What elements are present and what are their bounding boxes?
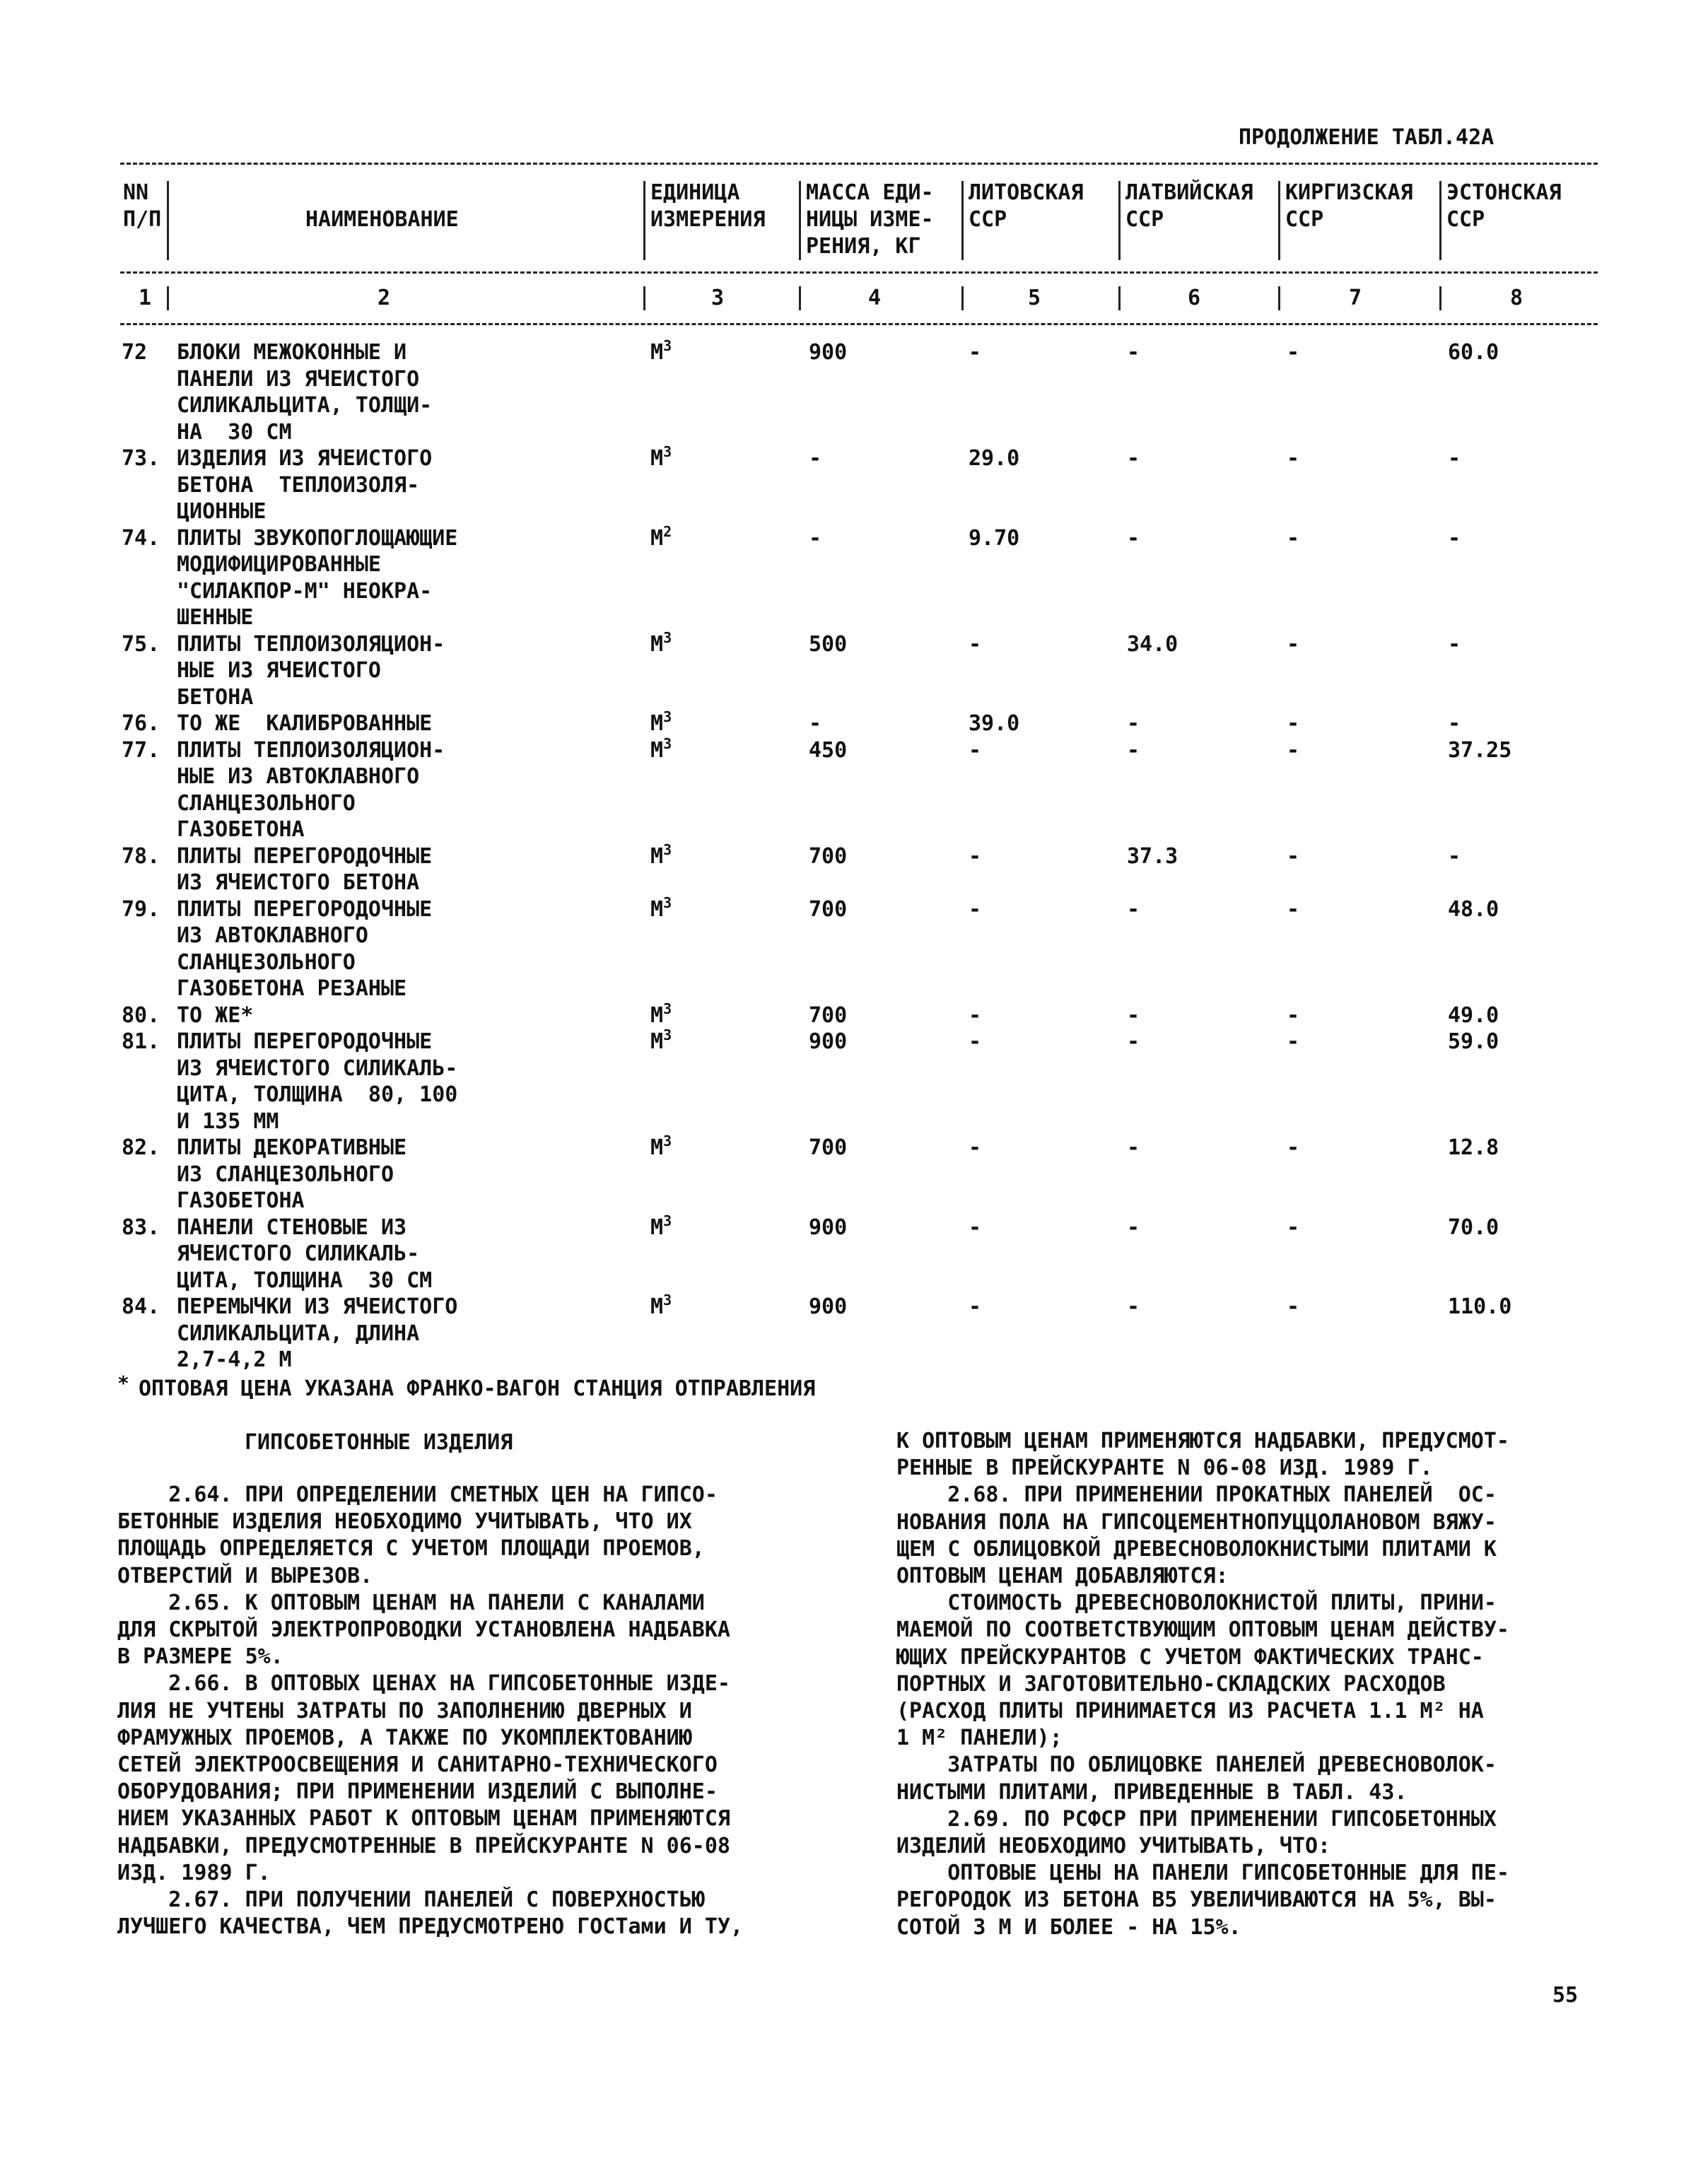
row-name-line: БЕТОНА ТЕПЛОИЗОЛЯ- (177, 472, 420, 498)
paragraph-line: 2.66. В ОПТОВЫХ ЦЕНАХ НА ГИПСОБЕТОННЫЕ ИЗДЕ- (117, 1671, 730, 1697)
row-estonia-price: - (1448, 711, 1461, 736)
unit-exponent: 3 (663, 1292, 672, 1309)
colnum-divider (1439, 286, 1441, 310)
row-mass: 900 (809, 340, 848, 365)
page-number: 55 (1552, 1983, 1579, 2008)
footnote-mark: * (117, 1371, 129, 1395)
header-divider (961, 181, 964, 260)
row-name-line: ПЛИТЫ ДЕКОРАТИВНЫЕ (177, 1135, 407, 1160)
unit-exponent: 3 (663, 841, 672, 858)
paragraph-line: ЩЕМ С ОБЛИЦОВКОЙ ДРЕВЕСНОВОЛОКНИСТЫМИ ПЛИТАМИ К (896, 1536, 1497, 1562)
paragraph-line: ОТВЕРСТИЙ И ВЫРЕЗОВ. (117, 1563, 373, 1588)
row-name-line: ЦИТА, ТОЛЩИНА 80, 100 (177, 1082, 458, 1107)
row-unit (650, 1002, 672, 1029)
row-number: 84. (122, 1294, 160, 1319)
row-number: 75. (122, 631, 160, 657)
row-latvia-price: 34.0 (1127, 631, 1178, 657)
table-top-rule (120, 163, 1598, 165)
row-kyrgyzstan-price: - (1287, 1029, 1300, 1054)
row-estonia-price: 37.25 (1448, 737, 1512, 763)
unit-base: М (650, 737, 664, 763)
row-latvia-price: 37.3 (1127, 843, 1178, 869)
unit-base: М (650, 1214, 664, 1240)
header-latvia-line2: ССР (1125, 207, 1164, 232)
row-name-line: ИЗДЕЛИЯ ИЗ ЯЧЕИСТОГО (177, 446, 433, 471)
row-number: 72 (122, 340, 148, 365)
unit-exponent: 3 (663, 708, 672, 725)
row-kyrgyzstan-price: - (1287, 896, 1300, 922)
row-unit (650, 710, 672, 737)
unit-exponent: 3 (663, 628, 672, 646)
column-number: 8 (1510, 286, 1523, 310)
row-number: 73. (122, 446, 160, 471)
row-name-line: НЫЕ ИЗ АВТОКЛАВНОГО (177, 764, 420, 789)
paragraph-line: НАДБАВКИ, ПРЕДУСМОТРЕННЫЕ В ПРЕЙСКУРАНТЕ N 06-08 (117, 1833, 730, 1858)
colnum-divider (1118, 286, 1121, 310)
row-latvia-price: - (1127, 1294, 1140, 1319)
row-unit (650, 843, 672, 870)
row-mass: - (809, 711, 822, 736)
row-name-line: ТО ЖЕ* (177, 1002, 254, 1028)
unit-exponent: 3 (663, 734, 672, 752)
row-lithuania-price: - (969, 631, 982, 657)
column-number: 7 (1349, 286, 1362, 310)
colnum-divider (961, 286, 964, 310)
header-name: НАИМЕНОВАНИЕ (305, 207, 459, 232)
paragraph-line: В РАЗМЕРЕ 5%. (117, 1644, 283, 1670)
row-latvia-price: - (1127, 446, 1140, 471)
unit-exponent: 2 (663, 522, 672, 540)
unit-base: М (650, 896, 664, 922)
paragraph-line: НИЕМ УКАЗАННЫХ РАБОТ К ОПТОВЫМ ЦЕНАМ ПРИМЕНЯЮТСЯ (117, 1806, 730, 1832)
paragraph-line: 2.64. ПРИ ОПРЕДЕЛЕНИИ СМЕТНЫХ ЦЕН НА ГИПСО- (117, 1482, 718, 1507)
paragraph-line: 2.69. ПО РСФСР ПРИ ПРИМЕНЕНИИ ГИПСОБЕТОННЫХ (896, 1806, 1497, 1832)
paragraph-line: 1 М² ПАНЕЛИ); (896, 1726, 1063, 1751)
header-lithuania-line1: ЛИТОВСКАЯ (969, 180, 1084, 205)
unit-base: М (650, 1294, 664, 1319)
unit-exponent: 3 (663, 1026, 672, 1043)
row-name-line: СЛАНЦЕЗОЛЬНОГО (177, 949, 356, 975)
header-num-line2: П/П (123, 207, 162, 232)
colnum-divider (167, 286, 169, 310)
paragraph-line: МАЕМОЙ ПО СООТВЕТСТВУЮЩИМ ОПТОВЫМ ЦЕНАМ ДЕЙСТВУ- (896, 1617, 1509, 1643)
unit-base: М (650, 843, 664, 869)
row-mass: 450 (809, 737, 848, 763)
row-name-line: ПАНЕЛИ СТЕНОВЫЕ ИЗ (177, 1214, 407, 1240)
row-unit (650, 445, 672, 472)
paragraph-line: ЛИЯ НЕ УЧТЕНЫ ЗАТРАТЫ ПО ЗАПОЛНЕНИЮ ДВЕРНЫХ И (117, 1698, 692, 1723)
paragraph-line: ОПТОВЫМ ЦЕНАМ ДОБАВЛЯЮТСЯ: (896, 1564, 1229, 1588)
row-kyrgyzstan-price: - (1287, 446, 1300, 471)
paragraph-line: 2.65. К ОПТОВЫМ ЦЕНАМ НА ПАНЕЛИ С КАНАЛАМИ (117, 1590, 705, 1615)
row-kyrgyzstan-price: - (1287, 1294, 1300, 1319)
row-name-line: 2,7-4,2 М (177, 1347, 292, 1372)
row-estonia-price: 48.0 (1448, 896, 1499, 922)
header-divider (1278, 181, 1280, 260)
column-number: 1 (139, 286, 152, 310)
row-name-line: ТО ЖЕ КАЛИБРОВАННЫЕ (177, 711, 433, 736)
row-number: 78. (122, 843, 160, 869)
row-unit (650, 1132, 672, 1161)
row-name-line: ЯЧЕИСТОГО СИЛИКАЛЬ- (177, 1241, 420, 1266)
header-divider (167, 181, 169, 260)
header-divider (1118, 181, 1121, 260)
unit-base: М (650, 1029, 664, 1054)
row-lithuania-price: - (969, 1135, 982, 1160)
row-unit (650, 628, 672, 658)
row-latvia-price: - (1127, 1214, 1140, 1240)
row-name-line: ГАЗОБЕТОНА (177, 817, 305, 842)
header-unit-line2: ИЗМЕРЕНИЯ (650, 207, 766, 232)
row-name-line: НЫЕ ИЗ ЯЧЕИСТОГО (177, 658, 381, 683)
row-name-line: ЦИОННЫЕ (177, 499, 267, 524)
row-name-line: ПЛИТЫ ПЕРЕГОРОДОЧНЫЕ (177, 896, 433, 922)
row-kyrgyzstan-price: - (1287, 711, 1300, 736)
row-unit (650, 522, 672, 552)
paragraph-line: НОВАНИЯ ПОЛА НА ГИПСОЦЕМЕНТНОПУЦЦОЛАНОВОМ ВЯЖУ- (896, 1509, 1497, 1535)
row-name-line: ГАЗОБЕТОНА (177, 1188, 305, 1213)
unit-exponent: 3 (663, 443, 672, 460)
header-estonia-line2: ССР (1446, 207, 1485, 232)
header-divider (643, 181, 645, 260)
row-latvia-price: - (1127, 711, 1140, 736)
unit-exponent: 3 (663, 1212, 672, 1229)
row-name-line: БЛОКИ МЕЖОКОННЫЕ И (177, 340, 407, 365)
section-title: ГИПСОБЕТОННЫЕ ИЗДЕЛИЯ (245, 1430, 513, 1455)
row-name-line: БЕТОНА (177, 684, 254, 710)
header-mass-line3: РЕНИЯ, КГ (806, 234, 921, 259)
row-name-line: ИЗ СЛАНЦЕЗОЛЬНОГО (177, 1161, 394, 1187)
paragraph-line: СОТОЙ 3 М И БОЛЕЕ - НА 15%. (896, 1914, 1241, 1940)
row-name-line: И 135 ММ (177, 1108, 279, 1134)
unit-base: М (650, 711, 664, 736)
unit-base: М (650, 340, 664, 365)
row-lithuania-price: - (969, 1214, 982, 1240)
paragraph-line: БЕТОННЫЕ ИЗДЕЛИЯ НЕОБХОДИМО УЧИТЫВАТЬ, ЧТО ИХ (117, 1509, 692, 1535)
paragraph-line: ОПТОВЫЕ ЦЕНЫ НА ПАНЕЛИ ГИПСОБЕТОННЫЕ ДЛЯ ПЕ- (896, 1861, 1509, 1886)
paragraph-line: 2.68. ПРИ ПРИМЕНЕНИИ ПРОКАТНЫХ ПАНЕЛЕЙ ОС- (896, 1482, 1497, 1508)
row-estonia-price: 70.0 (1448, 1214, 1499, 1240)
row-kyrgyzstan-price: - (1287, 525, 1300, 551)
colnum-divider (1278, 286, 1280, 310)
row-name-line: НА 30 СМ (177, 419, 292, 445)
paragraph-line: ЮЩИХ ПРЕЙСКУРАНТОВ С УЧЕТОМ ФАКТИЧЕСКИХ ТРАНС- (896, 1644, 1484, 1670)
unit-base: М (650, 446, 664, 471)
header-lithuania-line2: ССР (969, 207, 1007, 232)
header-kyrgyzstan-line2: ССР (1285, 207, 1324, 232)
row-estonia-price: - (1448, 631, 1461, 657)
row-estonia-price: - (1448, 843, 1461, 869)
row-name-line: ЦИТА, ТОЛЩИНА 30 СМ (177, 1268, 433, 1293)
paragraph-line: РЕННЫЕ В ПРЕЙСКУРАНТЕ N 06-08 ИЗД. 1989 Г. (896, 1456, 1433, 1481)
row-name-line: ПАНЕЛИ ИЗ ЯЧЕИСТОГО (177, 366, 420, 392)
paragraph-line: ПОРТНЫХ И ЗАГОТОВИТЕЛЬНО-СКЛАДСКИХ РАСХОДОВ (896, 1671, 1446, 1697)
row-mass: 700 (809, 1002, 848, 1028)
row-name-line: ШЕННЫЕ (177, 605, 254, 630)
row-lithuania-price: 29.0 (969, 446, 1020, 471)
unit-base: М (650, 1135, 664, 1160)
footnote-text: ОПТОВАЯ ЦЕНА УКАЗАНА ФРАНКО-ВАГОН СТАНЦИЯ ОТПРАВЛЕНИЯ (139, 1376, 816, 1401)
paragraph-line: (РАСХОД ПЛИТЫ ПРИНИМАЕТСЯ ИЗ РАСЧЕТА 1.1 М² НА (896, 1699, 1484, 1723)
row-mass: - (809, 525, 822, 551)
paragraph-line: СТОИМОСТЬ ДРЕВЕСНОВОЛОКНИСТОЙ ПЛИТЫ, ПРИНИ- (896, 1591, 1497, 1616)
row-latvia-price: - (1127, 525, 1140, 551)
row-lithuania-price: - (969, 896, 982, 922)
row-estonia-price: 110.0 (1448, 1294, 1512, 1319)
row-lithuania-price: - (969, 1029, 982, 1054)
column-number: 6 (1188, 286, 1201, 310)
header-mass-line1: МАССА ЕДИ- (806, 180, 934, 205)
row-unit (650, 734, 672, 764)
row-name-line: ПЛИТЫ ПЕРЕГОРОДОЧНЫЕ (177, 843, 433, 869)
row-kyrgyzstan-price: - (1287, 1135, 1300, 1160)
paragraph-line: К ОПТОВЫМ ЦЕНАМ ПРИМЕНЯЮТСЯ НАДБАВКИ, ПРЕДУСМОТ- (896, 1429, 1509, 1453)
row-mass: 500 (809, 631, 848, 657)
row-unit (650, 896, 672, 923)
row-name-line: ГАЗОБЕТОНА РЕЗАНЫЕ (177, 976, 407, 1001)
row-lithuania-price: - (969, 1294, 982, 1319)
row-estonia-price: - (1448, 446, 1461, 471)
row-number: 76. (122, 711, 160, 736)
row-unit (650, 1294, 672, 1321)
row-number: 80. (122, 1002, 160, 1028)
row-number: 83. (122, 1214, 160, 1240)
header-unit-line1: ЕДИНИЦА (650, 180, 740, 205)
paragraph-line: РЕГОРОДОК ИЗ БЕТОНА В5 УВЕЛИЧИВАЮТСЯ НА 5%, ВЫ- (896, 1887, 1497, 1913)
unit-base: М (650, 1002, 664, 1028)
row-latvia-price: - (1127, 896, 1140, 922)
row-lithuania-price: - (969, 843, 982, 869)
row-kyrgyzstan-price: - (1287, 1002, 1300, 1028)
row-mass: 900 (809, 1214, 848, 1240)
row-estonia-price: 59.0 (1448, 1029, 1499, 1054)
row-latvia-price: - (1127, 1029, 1140, 1054)
row-kyrgyzstan-price: - (1287, 843, 1300, 869)
row-mass: 700 (809, 843, 848, 869)
row-name-line: "СИЛАКПОР-М" НЕОКРА- (177, 578, 433, 604)
row-mass: - (809, 446, 822, 471)
row-estonia-price: 60.0 (1448, 340, 1499, 365)
header-mass-line2: НИЦЫ ИЗМЕ- (806, 207, 934, 232)
row-name-line: СИЛИКАЛЬЦИТА, ДЛИНА (177, 1321, 420, 1346)
header-rule (120, 271, 1598, 274)
paragraph-line: ИЗДЕЛИЙ НЕОБХОДИМО УЧИТЫВАТЬ, ЧТО: (896, 1834, 1331, 1858)
row-kyrgyzstan-price: - (1287, 1214, 1300, 1240)
paragraph-line: ИЗД. 1989 Г. (117, 1860, 271, 1885)
row-name-line: МОДИФИЦИРОВАННЫЕ (177, 552, 381, 577)
row-name-line: ИЗ АВТОКЛАВНОГО (177, 923, 368, 948)
paragraph-line: СЕТЕЙ ЭЛЕКТРООСВЕЩЕНИЯ И САНИТАРНО-ТЕХНИЧЕСКОГО (117, 1752, 718, 1777)
row-name-line: ПЛИТЫ ТЕПЛОИЗОЛЯЦИОН- (177, 737, 445, 763)
row-mass: 900 (809, 1029, 848, 1054)
row-name-line: ПЛИТЫ ЗВУКОПОГЛОЩАЮЩИЕ (177, 525, 458, 551)
unit-base: М (650, 631, 664, 657)
header-divider (799, 181, 801, 260)
header-kyrgyzstan-line1: КИРГИЗСКАЯ (1285, 180, 1413, 205)
paragraph-line: ФРАМУЖНЫХ ПРОЕМОВ, А ТАКЖЕ ПО УКОМПЛЕКТОВАНИЮ (117, 1725, 692, 1750)
unit-exponent: 3 (663, 894, 672, 911)
colnum-divider (643, 286, 645, 310)
row-name-line: СИЛИКАЛЬЦИТА, ТОЛЩИ- (177, 393, 433, 418)
paragraph-line: ОБОРУДОВАНИЯ; ПРИ ПРИМЕНЕНИИ ИЗДЕЛИЙ С ВЫПОЛНЕ- (117, 1779, 718, 1805)
row-latvia-price: - (1127, 1135, 1140, 1160)
paragraph-line: ДЛЯ СКРЫТОЙ ЭЛЕКТРОПРОВОДКИ УСТАНОВЛЕНА НАДБАВКА (117, 1617, 730, 1642)
row-name-line: ИЗ ЯЧЕИСТОГО СИЛИКАЛЬ- (177, 1055, 458, 1081)
row-unit (650, 1026, 672, 1055)
paragraph-line: ЛУЧШЕГО КАЧЕСТВА, ЧЕМ ПРЕДУСМОТРЕНО ГОСТами И ТУ, (117, 1914, 744, 1940)
column-number: 5 (1028, 286, 1041, 310)
row-name-line: ИЗ ЯЧЕИСТОГО БЕТОНА (177, 870, 420, 895)
paragraph-line: ЗАТРАТЫ ПО ОБЛИЦОВКЕ ПАНЕЛЕЙ ДРЕВЕСНОВОЛОК- (896, 1752, 1497, 1778)
row-unit (650, 339, 672, 366)
row-latvia-price: - (1127, 1002, 1140, 1028)
row-mass: 700 (809, 896, 848, 922)
row-estonia-price: 49.0 (1448, 1002, 1499, 1028)
row-number: 81. (122, 1029, 160, 1054)
row-number: 82. (122, 1135, 160, 1160)
row-lithuania-price: 39.0 (969, 711, 1020, 736)
column-number-rule (120, 323, 1598, 325)
unit-exponent: 3 (663, 337, 672, 354)
row-mass: 900 (809, 1294, 848, 1319)
colnum-divider (799, 286, 801, 310)
unit-exponent: 3 (663, 1132, 672, 1149)
row-mass: 700 (809, 1135, 848, 1160)
header-num-line1: NN (123, 180, 149, 205)
column-number: 4 (868, 286, 882, 310)
row-name-line: ПЛИТЫ ТЕПЛОИЗОЛЯЦИОН- (177, 631, 445, 657)
row-lithuania-price: 9.70 (969, 525, 1020, 551)
row-kyrgyzstan-price: - (1287, 340, 1300, 365)
row-unit (650, 1214, 672, 1241)
row-name-line: ПЛИТЫ ПЕРЕГОРОДОЧНЫЕ (177, 1029, 433, 1054)
paragraph-line: ПЛОЩАДЬ ОПРЕДЕЛЯЕТСЯ С УЧЕТОМ ПЛОЩАДИ ПРОЕМОВ, (117, 1536, 705, 1562)
row-lithuania-price: - (969, 737, 982, 763)
row-lithuania-price: - (969, 1002, 982, 1028)
row-kyrgyzstan-price: - (1287, 737, 1300, 763)
table-continuation-caption: ПРОДОЛЖЕНИЕ ТАБЛ.42А (1239, 125, 1494, 150)
row-name-line: ПЕРЕМЫЧКИ ИЗ ЯЧЕИСТОГО (177, 1294, 458, 1319)
column-number: 2 (378, 286, 391, 310)
row-name-line: СЛАНЦЕЗОЛЬНОГО (177, 790, 356, 816)
paragraph-line: 2.67. ПРИ ПОЛУЧЕНИИ ПАНЕЛЕЙ С ПОВЕРХНОСТЬЮ (117, 1887, 705, 1912)
row-kyrgyzstan-price: - (1287, 631, 1300, 657)
header-estonia-line1: ЭСТОНСКАЯ (1446, 180, 1562, 205)
header-latvia-line1: ЛАТВИЙСКАЯ (1125, 180, 1253, 205)
row-number: 74. (122, 525, 160, 551)
unit-exponent: 3 (663, 1000, 672, 1017)
row-lithuania-price: - (969, 340, 982, 365)
row-estonia-price: - (1448, 525, 1461, 551)
row-estonia-price: 12.8 (1448, 1135, 1499, 1160)
row-number: 79. (122, 896, 160, 922)
paragraph-line: НИСТЫМИ ПЛИТАМИ, ПРИВЕДЕННЫЕ В ТАБЛ. 43. (896, 1779, 1408, 1805)
row-number: 77. (122, 737, 160, 763)
column-number: 3 (711, 286, 725, 310)
row-latvia-price: - (1127, 340, 1140, 365)
unit-base: М (650, 525, 664, 551)
row-latvia-price: - (1127, 737, 1140, 763)
header-divider (1439, 181, 1441, 260)
